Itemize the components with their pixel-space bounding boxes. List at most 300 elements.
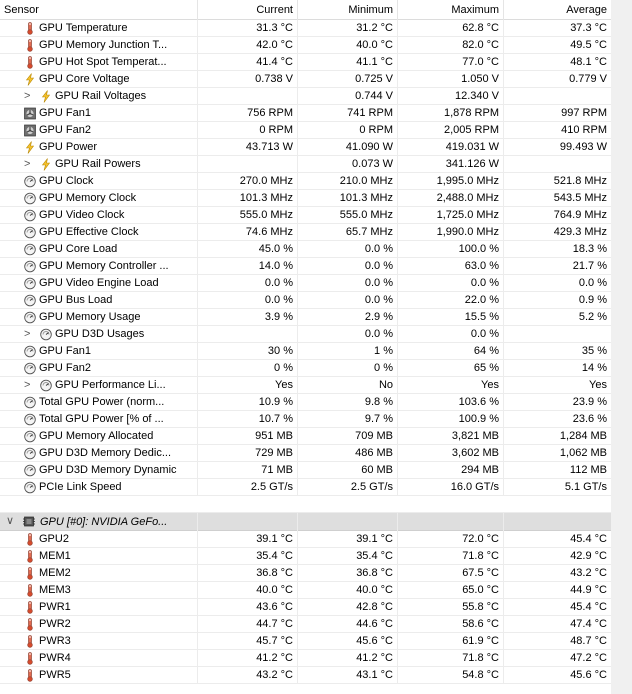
sensor-maximum-value: 1,990.0 MHz xyxy=(397,224,503,241)
sensor-row[interactable] xyxy=(0,616,632,633)
sensor-current-value: 42.0 °C xyxy=(197,37,297,54)
sensor-current-value: 30 % xyxy=(197,343,297,360)
sensor-label: PWR3 xyxy=(39,635,71,647)
sensor-row[interactable] xyxy=(0,71,632,88)
sensor-average-value: 18.3 % xyxy=(503,241,611,258)
sensor-minimum-value: 41.090 W xyxy=(297,139,397,156)
sensor-row[interactable] xyxy=(0,224,632,241)
sensor-current-value: 555.0 MHz xyxy=(197,207,297,224)
sensor-average-value: 45.4 °C xyxy=(503,531,611,548)
sensor-current-value: 43.2 °C xyxy=(197,667,297,684)
sensor-row[interactable] xyxy=(0,394,632,411)
thermometer-icon xyxy=(24,533,36,546)
sensor-label: GPU Fan1 xyxy=(39,345,91,357)
sensor-row[interactable] xyxy=(0,275,632,292)
sensor-name-cell xyxy=(0,428,197,445)
sensor-maximum-value: 64 % xyxy=(397,343,503,360)
vertical-scrollbar-track[interactable] xyxy=(611,0,632,694)
sensor-maximum-value: 2,005 RPM xyxy=(397,122,503,139)
sensor-row[interactable] xyxy=(0,411,632,428)
column-header-maximum[interactable]: Maximum xyxy=(397,0,503,20)
sensor-current-value: 756 RPM xyxy=(197,105,297,122)
sensor-average-value: 5.1 GT/s xyxy=(503,479,611,496)
sensor-name-cell xyxy=(0,326,197,343)
sensor-name-cell xyxy=(0,377,197,394)
sensor-name-cell xyxy=(0,20,197,37)
sensor-name-cell xyxy=(0,343,197,360)
group-minimum xyxy=(297,513,397,531)
sensor-average-value: 14 % xyxy=(503,360,611,377)
sensor-row[interactable] xyxy=(0,292,632,309)
empty-row xyxy=(0,496,632,513)
sensor-maximum-value: 103.6 % xyxy=(397,394,503,411)
sensor-average-value: 49.5 °C xyxy=(503,37,611,54)
sensor-name-cell xyxy=(0,531,197,548)
sensor-label: GPU Memory Controller ... xyxy=(39,260,169,272)
sensor-maximum-value: 15.5 % xyxy=(397,309,503,326)
sensor-maximum-value: 1,995.0 MHz xyxy=(397,173,503,190)
sensor-label: GPU Rail Voltages xyxy=(55,90,147,102)
thermometer-icon xyxy=(24,56,36,69)
sensor-name-cell xyxy=(0,105,197,122)
sensor-minimum-value: 486 MB xyxy=(297,445,397,462)
sensor-average-value: 521.8 MHz xyxy=(503,173,611,190)
sensor-minimum-value: 35.4 °C xyxy=(297,548,397,565)
sensor-maximum-value: 61.9 °C xyxy=(397,633,503,650)
sensor-maximum-value: 16.0 GT/s xyxy=(397,479,503,496)
sensor-row[interactable] xyxy=(0,343,632,360)
sensor-name-cell xyxy=(0,548,197,565)
column-header-row xyxy=(0,0,632,20)
sensor-minimum-value: 65.7 MHz xyxy=(297,224,397,241)
sensor-row[interactable] xyxy=(0,428,632,445)
sensor-row[interactable] xyxy=(0,173,632,190)
sensor-row[interactable] xyxy=(0,88,632,105)
group-current xyxy=(197,513,297,531)
sensor-label: GPU Video Clock xyxy=(39,209,125,221)
sensor-average-value: 42.9 °C xyxy=(503,548,611,565)
sensor-name-cell xyxy=(0,445,197,462)
device-group-row[interactable] xyxy=(0,513,632,531)
group-maximum xyxy=(397,513,503,531)
sensor-row[interactable] xyxy=(0,650,632,667)
sensor-current-value: 35.4 °C xyxy=(197,548,297,565)
sensor-maximum-value: 3,602 MB xyxy=(397,445,503,462)
sensor-label: GPU Core Voltage xyxy=(39,73,130,85)
sensor-name-cell xyxy=(0,139,197,156)
sensor-row[interactable] xyxy=(0,479,632,496)
gauge-icon xyxy=(24,294,36,307)
sensor-minimum-value: 0.744 V xyxy=(297,88,397,105)
sensor-label: GPU Hot Spot Temperat... xyxy=(39,56,167,68)
sensor-current-value: 270.0 MHz xyxy=(197,173,297,190)
sensor-maximum-value: 82.0 °C xyxy=(397,37,503,54)
sensor-label: GPU D3D Memory Dedic... xyxy=(39,447,172,459)
sensor-current-value: 31.3 °C xyxy=(197,20,297,37)
sensor-row[interactable] xyxy=(0,377,632,394)
sensor-name-cell xyxy=(0,479,197,496)
sensor-rows xyxy=(0,20,632,684)
lightning-icon xyxy=(40,90,52,103)
gauge-icon xyxy=(24,175,36,188)
sensor-label: GPU Fan1 xyxy=(39,107,91,119)
sensor-label: MEM3 xyxy=(39,584,71,596)
sensor-minimum-value: 39.1 °C xyxy=(297,531,397,548)
sensor-row[interactable] xyxy=(0,633,632,650)
group-average xyxy=(503,513,611,531)
sensor-average-value: 112 MB xyxy=(503,462,611,479)
lightning-icon xyxy=(24,141,36,154)
sensor-maximum-value: 22.0 % xyxy=(397,292,503,309)
column-header-current[interactable]: Current xyxy=(197,0,297,20)
sensor-row[interactable] xyxy=(0,565,632,582)
sensor-minimum-value: 44.6 °C xyxy=(297,616,397,633)
sensor-minimum-value: 2.9 % xyxy=(297,309,397,326)
sensor-maximum-value: 0.0 % xyxy=(397,275,503,292)
sensor-current-value: 3.9 % xyxy=(197,309,297,326)
gauge-icon xyxy=(24,447,36,460)
sensor-row[interactable] xyxy=(0,156,632,173)
sensor-current-value: 0.0 % xyxy=(197,292,297,309)
sensor-minimum-value: 40.0 °C xyxy=(297,37,397,54)
lightning-icon xyxy=(40,158,52,171)
column-header-sensor[interactable]: Sensor xyxy=(4,4,39,16)
sensor-current-value: 729 MB xyxy=(197,445,297,462)
sensor-label: GPU Memory Allocated xyxy=(39,430,154,442)
sensor-row[interactable] xyxy=(0,599,632,616)
sensor-maximum-value: 58.6 °C xyxy=(397,616,503,633)
sensor-label: GPU Fan2 xyxy=(39,124,91,136)
lightning-icon xyxy=(24,73,36,86)
thermometer-icon xyxy=(24,567,36,580)
sensor-current-value: 10.9 % xyxy=(197,394,297,411)
sensor-row[interactable] xyxy=(0,445,632,462)
sensor-minimum-value: 41.1 °C xyxy=(297,54,397,71)
sensor-average-value: 429.3 MHz xyxy=(503,224,611,241)
sensor-row[interactable] xyxy=(0,326,632,343)
sensor-row[interactable] xyxy=(0,207,632,224)
sensor-label: GPU Temperature xyxy=(39,22,128,34)
sensor-label: PCIe Link Speed xyxy=(39,481,122,493)
sensor-maximum-value: 2,488.0 MHz xyxy=(397,190,503,207)
sensor-row[interactable] xyxy=(0,531,632,548)
gauge-icon xyxy=(24,464,36,477)
sensor-average-value: 48.1 °C xyxy=(503,54,611,71)
sensor-current-value: Yes xyxy=(197,377,297,394)
thermometer-icon xyxy=(24,550,36,563)
sensor-minimum-value: 31.2 °C xyxy=(297,20,397,37)
sensor-average-value: 410 RPM xyxy=(503,122,611,139)
sensor-average-value: 5.2 % xyxy=(503,309,611,326)
gauge-icon xyxy=(24,277,36,290)
sensor-name-cell xyxy=(0,54,197,71)
expand-chevron-icon[interactable]: > xyxy=(24,379,31,391)
sensor-current-value xyxy=(197,88,297,105)
sensor-average-value: 23.9 % xyxy=(503,394,611,411)
sensor-name-cell xyxy=(0,207,197,224)
sensor-minimum-value: 210.0 MHz xyxy=(297,173,397,190)
thermometer-icon xyxy=(24,652,36,665)
gauge-icon xyxy=(40,328,52,341)
sensor-minimum-value: 2.5 GT/s xyxy=(297,479,397,496)
sensor-minimum-value: 9.8 % xyxy=(297,394,397,411)
sensor-current-value: 14.0 % xyxy=(197,258,297,275)
sensor-average-value: 44.9 °C xyxy=(503,582,611,599)
sensor-minimum-value: 0.073 W xyxy=(297,156,397,173)
gauge-icon xyxy=(24,430,36,443)
sensor-average-value: 23.6 % xyxy=(503,411,611,428)
sensor-name-cell xyxy=(0,565,197,582)
sensor-minimum-value: 9.7 % xyxy=(297,411,397,428)
gauge-icon xyxy=(24,243,36,256)
gauge-icon xyxy=(40,379,52,392)
thermometer-icon xyxy=(24,22,36,35)
sensor-name-cell xyxy=(0,156,197,173)
sensor-label: GPU Fan2 xyxy=(39,362,91,374)
sensor-minimum-value: 0 % xyxy=(297,360,397,377)
sensor-minimum-value: 0.0 % xyxy=(297,241,397,258)
sensor-label: GPU Rail Powers xyxy=(55,158,141,170)
thermometer-icon xyxy=(24,669,36,682)
sensor-current-value: 0 RPM xyxy=(197,122,297,139)
sensor-minimum-value: 0.0 % xyxy=(297,292,397,309)
sensor-label: Total GPU Power [% of ... xyxy=(39,413,164,425)
sensor-name-cell xyxy=(0,462,197,479)
sensor-average-value: Yes xyxy=(503,377,611,394)
group-label: GPU [#0]: NVIDIA GeFo... xyxy=(40,516,168,528)
sensor-minimum-value: 709 MB xyxy=(297,428,397,445)
sensor-row[interactable] xyxy=(0,582,632,599)
sensor-minimum-value: 555.0 MHz xyxy=(297,207,397,224)
sensor-average-value: 0.9 % xyxy=(503,292,611,309)
sensor-average-value: 48.7 °C xyxy=(503,633,611,650)
sensor-current-value: 0 % xyxy=(197,360,297,377)
sensor-minimum-value: 40.0 °C xyxy=(297,582,397,599)
fan-icon xyxy=(24,124,36,137)
gauge-icon xyxy=(24,209,36,222)
sensor-minimum-value: 42.8 °C xyxy=(297,599,397,616)
sensor-name-cell xyxy=(0,616,197,633)
sensor-current-value: 43.713 W xyxy=(197,139,297,156)
sensor-label: GPU D3D Usages xyxy=(55,328,145,340)
sensor-current-value: 0.738 V xyxy=(197,71,297,88)
sensor-label: GPU Memory Usage xyxy=(39,311,141,323)
column-header-average[interactable]: Average xyxy=(503,0,611,20)
sensor-current-value: 43.6 °C xyxy=(197,599,297,616)
sensor-current-value: 101.3 MHz xyxy=(197,190,297,207)
sensor-current-value xyxy=(197,326,297,343)
sensor-average-value: 35 % xyxy=(503,343,611,360)
sensor-name-cell xyxy=(0,190,197,207)
sensor-name-cell xyxy=(0,241,197,258)
sensor-maximum-value: 419.031 W xyxy=(397,139,503,156)
sensor-average-value: 1,062 MB xyxy=(503,445,611,462)
sensor-label: Total GPU Power (norm... xyxy=(39,396,165,408)
gauge-icon xyxy=(24,413,36,426)
sensor-maximum-value: Yes xyxy=(397,377,503,394)
sensor-label: GPU Performance Li... xyxy=(55,379,166,391)
sensor-label: GPU Bus Load xyxy=(39,294,113,306)
collapse-chevron-icon[interactable]: ∨ xyxy=(6,515,15,527)
column-header-minimum[interactable]: Minimum xyxy=(297,0,397,20)
sensor-name-cell xyxy=(0,309,197,326)
sensor-minimum-value: 60 MB xyxy=(297,462,397,479)
sensor-label: GPU Effective Clock xyxy=(39,226,139,238)
sensor-average-value xyxy=(503,156,611,173)
sensor-label: GPU Video Engine Load xyxy=(39,277,159,289)
sensor-maximum-value: 65 % xyxy=(397,360,503,377)
sensor-maximum-value: 55.8 °C xyxy=(397,599,503,616)
sensor-average-value: 764.9 MHz xyxy=(503,207,611,224)
sensor-minimum-value: 45.6 °C xyxy=(297,633,397,650)
sensor-average-value: 37.3 °C xyxy=(503,20,611,37)
sensor-label: GPU Memory Junction T... xyxy=(39,39,168,51)
gauge-icon xyxy=(24,481,36,494)
sensor-row[interactable] xyxy=(0,360,632,377)
sensor-label: PWR4 xyxy=(39,652,71,664)
sensor-row[interactable] xyxy=(0,548,632,565)
sensor-label: GPU Memory Clock xyxy=(39,192,137,204)
sensor-row[interactable] xyxy=(0,309,632,326)
sensor-average-value xyxy=(503,326,611,343)
thermometer-icon xyxy=(24,618,36,631)
expand-chevron-icon[interactable]: > xyxy=(24,328,31,340)
sensor-maximum-value: 1,725.0 MHz xyxy=(397,207,503,224)
sensor-row[interactable] xyxy=(0,105,632,122)
gpu-chip-icon xyxy=(22,515,34,528)
sensor-row[interactable] xyxy=(0,667,632,684)
sensor-maximum-value: 100.0 % xyxy=(397,241,503,258)
sensor-label: MEM1 xyxy=(39,550,71,562)
sensor-average-value: 543.5 MHz xyxy=(503,190,611,207)
sensor-maximum-value: 1.050 V xyxy=(397,71,503,88)
sensor-maximum-value: 71.8 °C xyxy=(397,650,503,667)
sensor-label: GPU Power xyxy=(39,141,98,153)
gauge-icon xyxy=(24,192,36,205)
sensor-row[interactable] xyxy=(0,37,632,54)
sensor-name-cell xyxy=(0,292,197,309)
gauge-icon xyxy=(24,396,36,409)
group-cell xyxy=(0,513,197,531)
sensor-current-value: 951 MB xyxy=(197,428,297,445)
gauge-icon xyxy=(24,226,36,239)
sensor-label: PWR5 xyxy=(39,669,71,681)
sensor-name-cell xyxy=(0,71,197,88)
sensor-minimum-value: 0.0 % xyxy=(297,275,397,292)
sensor-current-value xyxy=(197,156,297,173)
sensor-name-cell xyxy=(0,37,197,54)
sensor-maximum-value: 54.8 °C xyxy=(397,667,503,684)
sensor-current-value: 45.7 °C xyxy=(197,633,297,650)
sensor-row[interactable] xyxy=(0,54,632,71)
sensor-maximum-value: 77.0 °C xyxy=(397,54,503,71)
sensor-minimum-value: 1 % xyxy=(297,343,397,360)
sensor-current-value: 36.8 °C xyxy=(197,565,297,582)
sensor-current-value: 74.6 MHz xyxy=(197,224,297,241)
gauge-icon xyxy=(24,260,36,273)
sensor-label: PWR1 xyxy=(39,601,71,613)
sensor-row[interactable] xyxy=(0,190,632,207)
sensor-name-cell xyxy=(0,88,197,105)
sensor-row[interactable] xyxy=(0,462,632,479)
sensor-average-value xyxy=(503,88,611,105)
sensor-current-value: 39.1 °C xyxy=(197,531,297,548)
sensor-minimum-value: 43.1 °C xyxy=(297,667,397,684)
sensor-label: GPU Core Load xyxy=(39,243,118,255)
fan-icon xyxy=(24,107,36,120)
sensor-maximum-value: 63.0 % xyxy=(397,258,503,275)
expand-chevron-icon[interactable]: > xyxy=(24,90,31,102)
sensor-name-cell xyxy=(0,633,197,650)
sensor-current-value: 40.0 °C xyxy=(197,582,297,599)
sensor-current-value: 10.7 % xyxy=(197,411,297,428)
sensor-label: GPU2 xyxy=(39,533,69,545)
thermometer-icon xyxy=(24,601,36,614)
sensor-current-value: 41.2 °C xyxy=(197,650,297,667)
sensor-name-cell xyxy=(0,122,197,139)
sensor-average-value: 47.4 °C xyxy=(503,616,611,633)
sensor-average-value: 45.6 °C xyxy=(503,667,611,684)
sensor-maximum-value: 341.126 W xyxy=(397,156,503,173)
sensor-row[interactable] xyxy=(0,122,632,139)
sensor-name-cell xyxy=(0,411,197,428)
sensor-current-value: 45.0 % xyxy=(197,241,297,258)
sensor-average-value: 0.779 V xyxy=(503,71,611,88)
sensor-maximum-value: 294 MB xyxy=(397,462,503,479)
thermometer-icon xyxy=(24,635,36,648)
sensor-average-value: 45.4 °C xyxy=(503,599,611,616)
sensor-label: GPU D3D Memory Dynamic xyxy=(39,464,177,476)
sensor-name-cell xyxy=(0,173,197,190)
sensor-maximum-value: 1,878 RPM xyxy=(397,105,503,122)
sensor-maximum-value: 71.8 °C xyxy=(397,548,503,565)
sensor-row[interactable] xyxy=(0,139,632,156)
sensor-maximum-value: 67.5 °C xyxy=(397,565,503,582)
sensor-average-value: 43.2 °C xyxy=(503,565,611,582)
sensor-name-cell xyxy=(0,394,197,411)
sensor-minimum-value: 741 RPM xyxy=(297,105,397,122)
sensor-average-value: 21.7 % xyxy=(503,258,611,275)
sensor-maximum-value: 65.0 °C xyxy=(397,582,503,599)
sensor-name-cell xyxy=(0,667,197,684)
expand-chevron-icon[interactable]: > xyxy=(24,158,31,170)
sensor-name-cell xyxy=(0,275,197,292)
sensor-row[interactable] xyxy=(0,241,632,258)
sensor-row[interactable] xyxy=(0,258,632,275)
sensor-label: GPU Clock xyxy=(39,175,94,187)
sensor-name-cell xyxy=(0,360,197,377)
sensor-name-cell xyxy=(0,650,197,667)
sensor-minimum-value: 36.8 °C xyxy=(297,565,397,582)
sensor-minimum-value: 41.2 °C xyxy=(297,650,397,667)
sensor-current-value: 71 MB xyxy=(197,462,297,479)
sensor-average-value: 99.493 W xyxy=(503,139,611,156)
sensor-minimum-value: 0 RPM xyxy=(297,122,397,139)
sensor-name-cell xyxy=(0,258,197,275)
sensor-maximum-value: 72.0 °C xyxy=(397,531,503,548)
sensor-current-value: 0.0 % xyxy=(197,275,297,292)
sensor-row[interactable] xyxy=(0,20,632,37)
sensor-average-value: 997 RPM xyxy=(503,105,611,122)
thermometer-icon xyxy=(24,39,36,52)
sensor-minimum-value: 0.0 % xyxy=(297,326,397,343)
gauge-icon xyxy=(24,311,36,324)
sensor-average-value: 47.2 °C xyxy=(503,650,611,667)
sensor-name-cell xyxy=(0,224,197,241)
sensor-average-value: 0.0 % xyxy=(503,275,611,292)
sensor-minimum-value: 0.0 % xyxy=(297,258,397,275)
sensor-current-value: 41.4 °C xyxy=(197,54,297,71)
